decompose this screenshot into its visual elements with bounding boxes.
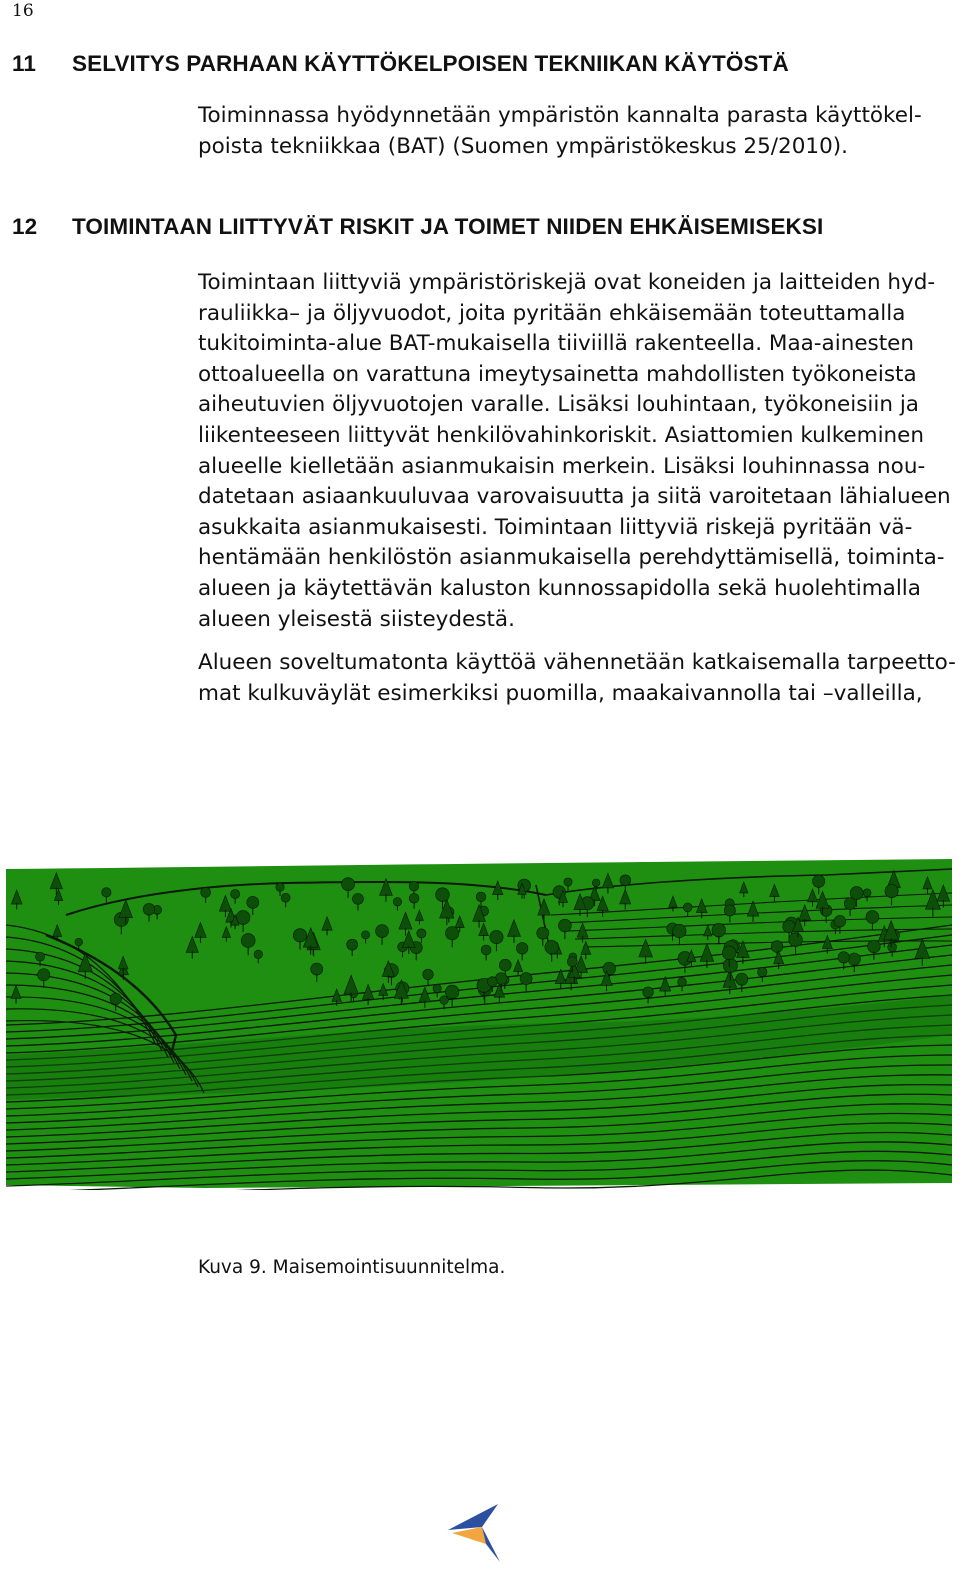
- text-line: mat kulkuväylät esimerkiksi puomilla, maakaivannolla tai –valleilla,: [198, 680, 923, 706]
- text-line: tukitoiminta-alue BAT-mukaisella tiiviillä rakenteella. Maa-ainesten: [198, 331, 915, 357]
- tree-crown: [201, 887, 211, 897]
- tree-crown: [863, 889, 871, 897]
- text-line: Toimintaan liittyviä ympäristöriskejä ovat koneiden ja laitteiden hyd-: [198, 270, 936, 295]
- figure-caption: Kuva 9. Maisemointisuunnitelma.: [198, 1257, 506, 1278]
- tree-crown: [736, 973, 748, 985]
- section-number: 11: [12, 51, 36, 76]
- text-line: liikenteeseen liittyvät henkilövahinkoriskit. Asiattomien kulkeminen: [198, 422, 925, 448]
- tree-crown: [722, 946, 736, 960]
- text-line: rauliikka– ja öljyvuodot, joita pyritään ehkäisemään toteuttamalla: [198, 300, 906, 326]
- logo-blue-lower-shape: [482, 1527, 500, 1562]
- landscaping-plan-figure: [6, 855, 954, 1190]
- tree-crown: [520, 973, 532, 985]
- tree-crown: [673, 924, 686, 937]
- tree-crown: [362, 931, 370, 939]
- tree-crown: [592, 879, 600, 887]
- tree-crown: [789, 933, 803, 947]
- tree-crown: [564, 878, 572, 886]
- text-line: alueen yleisestä siisteydestä.: [198, 606, 515, 632]
- section-title: SELVITYS PARHAAN KÄYTTÖKELPOISEN TEKNIIKAN KÄYTÖSTÄ: [72, 51, 789, 76]
- tree-crown: [476, 892, 486, 902]
- tree-crown: [848, 953, 860, 965]
- tree-crown: [516, 943, 528, 955]
- tree-crown: [850, 887, 863, 900]
- tree-crown: [417, 929, 426, 938]
- tree-crown: [409, 881, 419, 891]
- tree-crown: [293, 929, 306, 942]
- tree-crown: [712, 923, 726, 937]
- tree-crown: [347, 939, 358, 950]
- tree-crown: [102, 888, 111, 897]
- logo-icon: [446, 1503, 504, 1563]
- text-line: Toiminnassa hyödynnetään ympäristön kannalta parasta käyttökel-: [198, 103, 922, 128]
- tree-crown: [545, 940, 559, 954]
- logo-blue-shape: [448, 1504, 498, 1530]
- tree-crown: [445, 985, 459, 999]
- tree-crown: [771, 941, 783, 953]
- tree-crown: [620, 875, 631, 886]
- tree-crown: [834, 915, 846, 927]
- tree-crown: [838, 952, 849, 963]
- tree-crown: [758, 967, 767, 976]
- text-line: hentämään henkilöstön asianmukaisella perehdyttämisellä, toiminta-: [198, 545, 945, 571]
- tree-crown: [433, 984, 441, 992]
- tree-crown: [481, 945, 491, 955]
- text-line: alueelle kielletään asianmukaisin merkein. Lisäksi louhinnassa nou-: [198, 453, 926, 479]
- page-number: 16: [12, 1, 34, 21]
- tree-crown: [342, 878, 355, 891]
- tree-crown: [866, 911, 879, 924]
- tree-crown: [844, 898, 856, 910]
- text-line: alueen ja käytettävän kaluston kunnossapidolla sekä huolehtimalla: [198, 575, 921, 601]
- tree-crown: [490, 930, 503, 943]
- text-line: poista tekniikkaa (BAT) (Suomen ympäristökeskus 25/2010).: [198, 133, 848, 159]
- tree-crown: [567, 957, 577, 967]
- section-heading-11: [12, 51, 789, 77]
- tree-crown: [281, 893, 290, 902]
- tree-crown: [724, 905, 735, 916]
- tree-crown: [36, 952, 45, 961]
- paragraph-misuse: [198, 648, 956, 709]
- tree-crown: [241, 934, 255, 948]
- section-number: 12: [12, 214, 38, 239]
- section-heading-12: [12, 214, 823, 240]
- tree-crown: [888, 943, 897, 952]
- tree-crown: [487, 977, 497, 987]
- tree-crown: [423, 969, 434, 980]
- tree-crown: [868, 940, 881, 953]
- text-line: Alueen soveltumatonta käyttöä vähennetään katkaisemalla tarpeetto-: [198, 650, 956, 675]
- tree-crown: [813, 875, 825, 887]
- tree-crown: [559, 919, 572, 932]
- tree-crown: [445, 926, 458, 939]
- text-line: ottoalueella on varattuna imeytysainetta mahdollisten työkoneista: [198, 361, 917, 387]
- tree-crown: [537, 927, 549, 939]
- tree-crown: [499, 959, 511, 971]
- tree-crown: [603, 962, 616, 975]
- tree-crown: [643, 987, 654, 998]
- tree-crown: [683, 903, 692, 912]
- tree-crown: [440, 996, 449, 1005]
- paragraph-bat: [198, 101, 943, 162]
- tree-crown: [393, 898, 401, 906]
- tree-crown: [436, 888, 450, 902]
- tree-crown: [311, 963, 323, 975]
- tree-crown: [353, 893, 364, 904]
- paragraph-risks: [198, 268, 951, 635]
- tree-crown: [143, 903, 155, 915]
- tree-crown: [723, 958, 737, 972]
- tree-crown: [38, 969, 50, 981]
- tree-crown: [276, 883, 284, 891]
- text-line: datetaan asiaankuuluvaa varovaisuutta ja siitä varoitetaan lähialueen: [198, 484, 951, 510]
- logo-orange-shape: [452, 1527, 486, 1544]
- section-title: TOIMINTAAN LIITTYVÄT RISKIT JA TOIMET NIIDEN EHKÄISEMISEKSI: [72, 214, 824, 239]
- tree-crown: [110, 993, 121, 1004]
- tree-crown: [254, 950, 263, 959]
- tree-crown: [247, 896, 259, 908]
- tree-crown: [678, 978, 687, 987]
- tree-crown: [409, 893, 419, 903]
- text-line: aiheutuvien öljyvuotojen varalle. Lisäksi louhintaan, työkoneisiin ja: [198, 392, 919, 418]
- text-line: asukkaita asianmukaisesti. Toimintaan liittyviä riskejä pyritään vä-: [198, 514, 913, 540]
- tree-crown: [376, 925, 389, 938]
- tree-crown: [75, 938, 83, 946]
- tree-crown: [231, 889, 240, 898]
- tree-crown: [885, 884, 898, 897]
